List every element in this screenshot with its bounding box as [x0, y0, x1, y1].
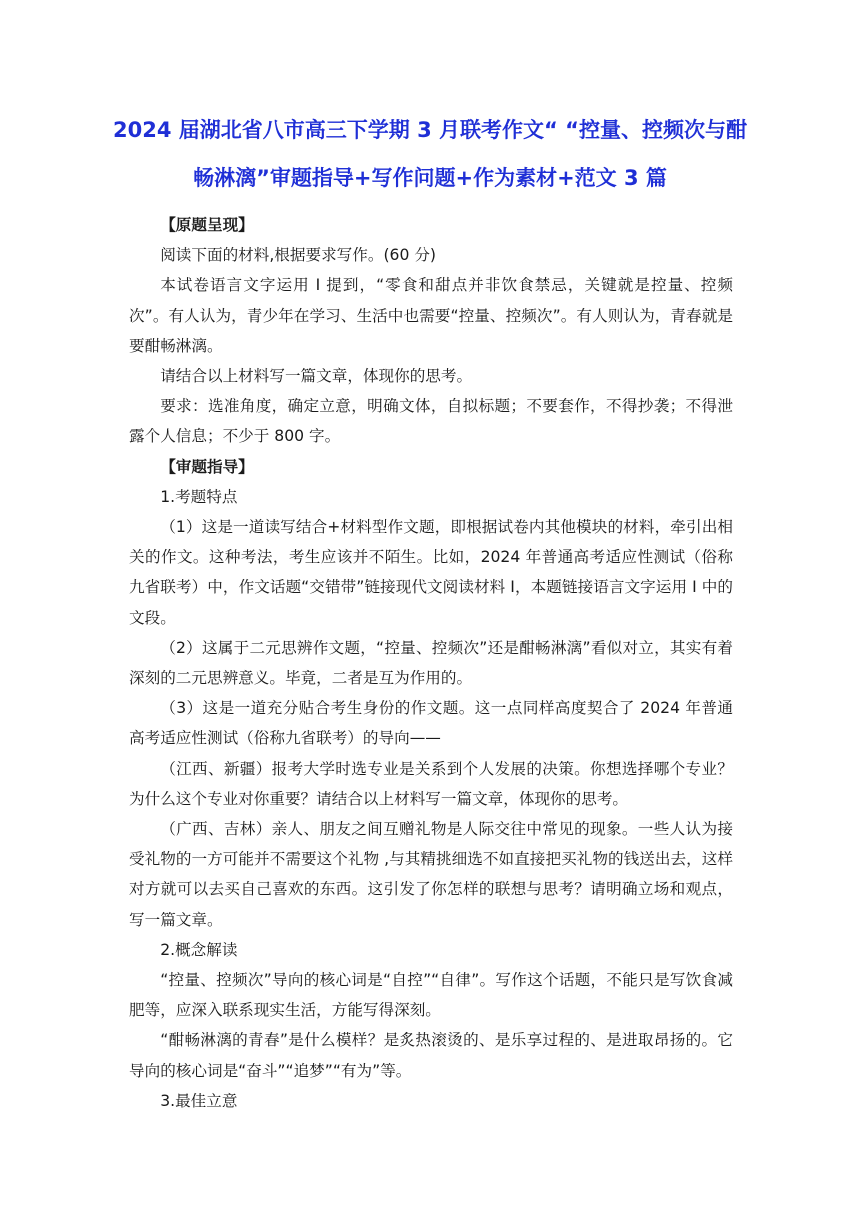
- paragraph: （1）这是一道读写结合+材料型作文题，即根据试卷内其他模块的材料，牵引出相关的作文。这种考法，考生应该并不陌生。比如，2024 年普通高考适应性测试（俗称九省联考）中，作文话题“交错带”链接现代文阅读材料 I，本题链接语言文字运用 I 中的文段。: [129, 518, 733, 627]
- document-body: [129, 210, 733, 1116]
- paragraph: （江西、新疆）报考大学时选专业是关系到个人发展的决策。你想选择哪个专业？为什么这个专业对你重要？请结合以上材料写一篇文章，体现你的思考。: [129, 759, 733, 808]
- paragraph: 请结合以上材料写一篇文章，体现你的思考。: [160, 367, 473, 386]
- paragraph: 阅读下面的材料,根据要求写作。(60 分): [160, 246, 437, 265]
- paragraph: 本试卷语言文字运用 I 提到，“零食和甜点并非饮食禁忌，关键就是控量、控频次”。有人认为，青少年在学习、生活中也需要“控量、控频次”。有人则认为，青春就是要酣畅淋漓。: [129, 276, 733, 355]
- section-heading-original: 【原题呈现】: [160, 216, 254, 234]
- document-title: [112, 106, 748, 202]
- title-line-1: 2024 届湖北省八市高三下学期 3 月联考作文“ “控量、控频次与酣: [113, 118, 747, 142]
- subheading: 1.考题特点: [160, 487, 238, 506]
- paragraph: （广西、吉林）亲人、朋友之间互赠礼物是人际交往中常见的现象。一些人认为接受礼物的一方可能并不需要这个礼物 ,与其精挑细选不如直接把买礼物的钱送出去，这样对方就可以去买自己喜欢的东西。这引发了你怎样的联想与思考？请明确立场和观点，写一篇文章。: [129, 820, 733, 929]
- paragraph: 要求：选准角度，确定立意，明确文体，自拟标题；不要套作，不得抄袭；不得泄露个人信息；不少于 800 字。: [129, 397, 733, 446]
- title-line-2: 畅淋漓”审题指导+写作问题+作为素材+范文 3 篇: [193, 166, 667, 190]
- paragraph: “控量、控频次”导向的核心词是“自控”“自律”。写作这个话题，不能只是写饮食减肥等，应深入联系现实生活，方能写得深刻。: [129, 971, 733, 1020]
- subheading: 3.最佳立意: [160, 1091, 238, 1110]
- section-heading-guide: 【审题指导】: [160, 457, 254, 476]
- paragraph: “酣畅淋漓的青春”是什么模样？是炙热滚烫的、是乐享过程的、是进取昂扬的。它导向的核心词是“奋斗”“追梦”“有为”等。: [129, 1031, 733, 1080]
- paragraph: （3）这是一道充分贴合考生身份的作文题。这一点同样高度契合了 2024 年普通高考适应性测试（俗称九省联考）的导向——: [129, 699, 733, 748]
- paragraph: （2）这属于二元思辨作文题，“控量、控频次”还是酣畅淋漓”看似对立，其实有着深刻的二元思辨意义。毕竟，二者是互为作用的。: [129, 638, 733, 688]
- subheading: 2.概念解读: [160, 940, 238, 959]
